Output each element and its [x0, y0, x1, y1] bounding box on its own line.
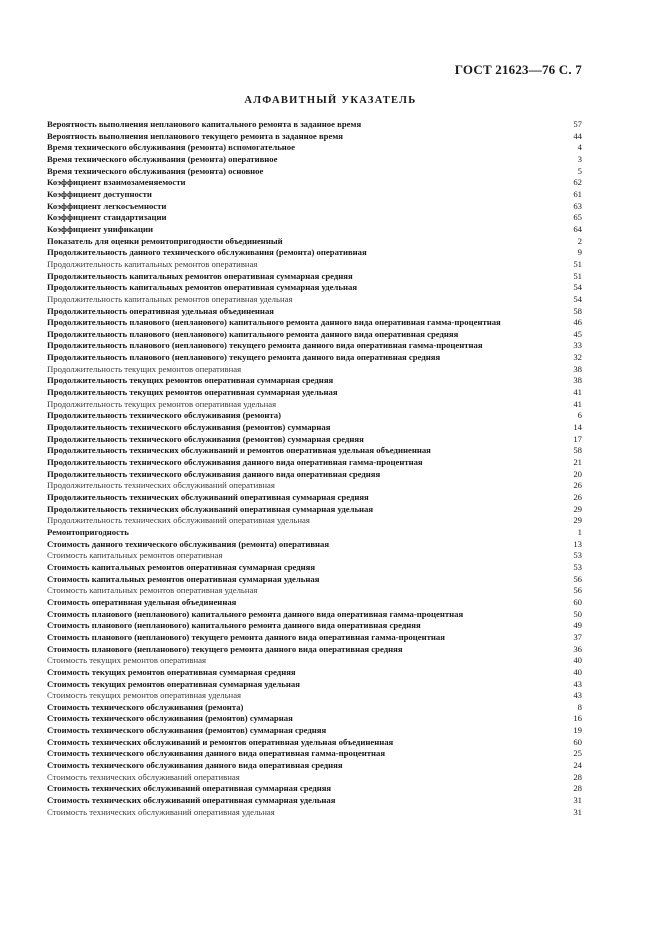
index-entry-term: Стоимость планового (непланового) капитального ремонта данного вида оперативная средняя — [47, 620, 421, 631]
index-entry — [47, 515, 582, 527]
index-entry — [47, 620, 582, 632]
index-entry-term: Стоимость технического обслуживания (ремонтов) суммарная средняя — [47, 725, 327, 736]
index-entry-page: 29 — [573, 503, 582, 514]
index-entry — [47, 282, 582, 294]
index-entry — [47, 236, 582, 248]
index-entry — [47, 679, 582, 691]
index-entry-term: Стоимость технических обслуживаний оперативная — [47, 771, 240, 782]
index-entry — [47, 387, 582, 399]
index-entry — [47, 317, 582, 329]
index-entry — [47, 702, 582, 714]
index-entry-page: 57 — [573, 119, 582, 129]
index-list — [47, 119, 582, 818]
index-entry-page: 63 — [573, 200, 582, 211]
index-entry-page: 19 — [573, 725, 582, 736]
index-entry — [47, 410, 582, 422]
index-entry — [47, 375, 582, 387]
index-entry-page: 46 — [573, 317, 582, 328]
index-entry-term: Продолжительность технических обслуживаний и ремонтов оперативная удельная объединенная — [47, 445, 431, 456]
index-entry-page: 31 — [573, 806, 582, 817]
index-entry-page: 8 — [577, 701, 582, 712]
index-entry-page: 43 — [573, 678, 582, 689]
index-entry-term: Стоимость технических обслуживаний оперативная удельная — [47, 806, 275, 817]
index-entry-page: 54 — [573, 293, 582, 304]
index-entry — [47, 306, 582, 318]
index-entry — [47, 748, 582, 760]
index-entry-term: Стоимость планового (непланового) текущего ремонта данного вида оперативная средняя — [47, 643, 403, 654]
index-entry-term: Стоимость технических обслуживаний оперативная суммарная средняя — [47, 783, 332, 794]
index-entry — [47, 574, 582, 586]
index-entry-page: 41 — [573, 387, 582, 398]
index-entry — [47, 783, 582, 795]
index-entry — [47, 492, 582, 504]
index-entry — [47, 259, 582, 271]
index-entry-page: 9 — [577, 247, 582, 258]
index-entry-term: Продолжительность данного технического обслуживания (ремонта) оперативная — [47, 247, 367, 258]
index-entry-page: 58 — [573, 305, 582, 316]
index-entry-page: 3 — [577, 153, 582, 164]
index-entry-term: Продолжительность планового (непланового) капитального ремонта данного вида оперативная гамма-процентная — [47, 317, 501, 328]
index-entry-page: 45 — [573, 328, 582, 339]
index-entry — [47, 795, 582, 807]
index-entry-page: 61 — [573, 188, 582, 199]
index-entry-term: Продолжительность технических обслуживаний оперативная суммарная удельная — [47, 503, 374, 514]
index-entry — [47, 457, 582, 469]
index-entry-page: 44 — [573, 130, 582, 141]
index-title: АЛФАВИТНЫЙ УКАЗАТЕЛЬ — [244, 95, 417, 106]
index-entry-page: 24 — [573, 760, 582, 771]
index-entry — [47, 527, 582, 539]
index-entry-term: Продолжительность оперативная удельная объединенная — [47, 305, 274, 316]
index-entry-term: Стоимость технического обслуживания (ремонтов) суммарная — [47, 713, 293, 724]
index-entry-page: 28 — [573, 771, 582, 782]
index-entry-term: Продолжительность капитальных ремонтов оперативная суммарная средняя — [47, 270, 353, 281]
index-entry-term: Продолжительность технического обслуживания данного вида оперативная гамма-процентная — [47, 457, 423, 468]
index-entry-term: Стоимость данного технического обслуживания (ремонта) оперативная — [47, 538, 330, 549]
index-entry-term: Стоимость технических обслуживаний оперативная суммарная удельная — [47, 795, 336, 806]
index-entry-term: Стоимость текущих ремонтов оперативная суммарная удельная — [47, 678, 300, 689]
index-entry — [47, 632, 582, 644]
index-entry — [47, 364, 582, 376]
index-entry-term: Стоимость планового (непланового) капитального ремонта данного вида оперативная гамма-процентная — [47, 608, 464, 619]
index-entry-term: Вероятность выполнения непланового капитального ремонта в заданное время — [47, 119, 362, 129]
index-entry-term: Стоимость технического обслуживания (ремонта) — [47, 701, 244, 712]
index-entry-page: 33 — [573, 340, 582, 351]
index-entry-page: 49 — [573, 620, 582, 631]
index-entry-page: 43 — [573, 690, 582, 701]
index-entry — [47, 352, 582, 364]
index-entry-term: Продолжительность планового (непланового) текущего ремонта данного вида оперативная средняя — [47, 352, 441, 363]
index-entry-page: 60 — [573, 596, 582, 607]
index-entry-page: 56 — [573, 585, 582, 596]
index-entry — [47, 644, 582, 656]
index-entry — [47, 609, 582, 621]
index-entry-page: 21 — [573, 457, 582, 468]
index-entry-page: 25 — [573, 748, 582, 759]
index-entry-page: 20 — [573, 468, 582, 479]
index-entry — [47, 340, 582, 352]
index-entry — [47, 760, 582, 772]
index-entry-page: 17 — [573, 433, 582, 444]
index-entry-term: Продолжительность технических обслуживаний оперативная удельная — [47, 515, 310, 526]
index-entry — [47, 469, 582, 481]
index-entry-term: Продолжительность технических обслуживаний оперативная суммарная средняя — [47, 492, 369, 502]
index-entry-page: 2 — [577, 235, 582, 246]
index-entry-page: 29 — [573, 515, 582, 526]
index-entry-term: Показатель для оценки ремонтопригодности объединенный — [47, 235, 283, 246]
index-entry — [47, 562, 582, 574]
index-entry-term: Стоимость капитальных ремонтов оперативная суммарная средняя — [47, 561, 316, 572]
index-entry-term: Время технического обслуживания (ремонта) вспомогательное — [47, 142, 295, 153]
index-entry — [47, 189, 582, 201]
index-entry — [47, 177, 582, 189]
index-entry-term: Продолжительность технического обслуживания данного вида оперативная средняя — [47, 468, 381, 479]
index-entry-term: Коэффициент взаимозаменяемости — [47, 177, 186, 188]
index-entry-page: 28 — [573, 783, 582, 794]
index-entry-page: 32 — [573, 352, 582, 363]
index-entry-page: 38 — [573, 375, 582, 386]
index-entry — [47, 201, 582, 213]
index-entry-page: 6 — [577, 410, 582, 421]
index-entry — [47, 480, 582, 492]
index-entry — [47, 212, 582, 224]
index-entry-page: 36 — [573, 643, 582, 654]
index-entry — [47, 247, 582, 259]
index-entry-term: Стоимость капитальных ремонтов оперативная удельная — [47, 585, 258, 596]
index-entry — [47, 271, 582, 283]
index-entry-term: Продолжительность текущих ремонтов оперативная суммарная удельная — [47, 387, 338, 398]
index-entry-term: Продолжительность капитальных ремонтов оперативная суммарная удельная — [47, 282, 358, 293]
index-entry — [47, 445, 582, 457]
index-entry-term: Продолжительность текущих ремонтов оперативная суммарная средняя — [47, 375, 334, 386]
index-entry — [47, 119, 582, 131]
index-entry-page: 51 — [573, 270, 582, 281]
index-entry — [47, 597, 582, 609]
index-entry — [47, 434, 582, 446]
index-entry — [47, 550, 582, 562]
index-entry-page: 56 — [573, 573, 582, 584]
index-entry-term: Коэффициент легкосъемности — [47, 200, 167, 211]
index-entry-page: 65 — [573, 212, 582, 223]
index-entry-term: Стоимость капитальных ремонтов оперативная суммарная удельная — [47, 573, 320, 584]
index-entry — [47, 667, 582, 679]
index-entry — [47, 142, 582, 154]
index-entry — [47, 154, 582, 166]
index-entry — [47, 131, 582, 143]
index-entry — [47, 399, 582, 411]
index-entry-term: Время технического обслуживания (ремонта) основное — [47, 165, 264, 176]
index-entry — [47, 504, 582, 516]
index-entry — [47, 655, 582, 667]
index-entry-term: Стоимость текущих ремонтов оперативная удельная — [47, 690, 242, 701]
index-entry-term: Стоимость планового (непланового) текущего ремонта данного вида оперативная гамма-процентная — [47, 631, 445, 642]
index-entry-page: 26 — [573, 480, 582, 491]
index-entry-page: 53 — [573, 561, 582, 572]
index-entry-term: Время технического обслуживания (ремонта) оперативное — [47, 153, 278, 164]
index-entry-term: Стоимость текущих ремонтов оперативная суммарная средняя — [47, 666, 296, 677]
index-entry-term: Вероятность выполнения непланового текущего ремонта в заданное время — [47, 130, 343, 141]
index-entry — [47, 690, 582, 702]
index-entry-page: 37 — [573, 631, 582, 642]
index-entry-page: 31 — [573, 795, 582, 806]
index-entry-term: Продолжительность планового (непланового) текущего ремонта данного вида оперативная гамма-процентная — [47, 340, 483, 351]
index-entry-term: Ремонтопригодность — [47, 526, 129, 537]
index-entry-page: 5 — [577, 165, 582, 176]
index-entry-term: Продолжительность технического обслуживания (ремонта) — [47, 410, 282, 421]
index-entry-term: Коэффициент стандартизации — [47, 212, 167, 223]
index-entry-page: 50 — [573, 608, 582, 619]
page-header: ГОСТ 21623—76 С. 7 — [454, 62, 582, 77]
index-entry-page: 13 — [573, 538, 582, 549]
index-entry — [47, 294, 582, 306]
index-entry — [47, 539, 582, 551]
index-entry — [47, 585, 582, 597]
index-entry-page: 53 — [573, 550, 582, 561]
index-entry-term: Продолжительность капитальных ремонтов оперативная удельная — [47, 293, 293, 304]
index-entry-page: 1 — [577, 526, 582, 537]
index-entry-page: 4 — [577, 142, 582, 153]
index-entry — [47, 224, 582, 236]
index-entry-page: 60 — [573, 736, 582, 747]
index-entry-term: Стоимость технического обслуживания данного вида оперативная средняя — [47, 760, 343, 771]
index-entry-term: Продолжительность капитальных ремонтов оперативная — [47, 258, 258, 269]
index-entry-page: 38 — [573, 363, 582, 374]
index-entry-term: Стоимость оперативная удельная объединенная — [47, 596, 237, 607]
index-entry — [47, 807, 582, 819]
index-entry-term: Коэффициент доступности — [47, 188, 152, 199]
index-entry — [47, 725, 582, 737]
index-entry-page: 16 — [573, 713, 582, 724]
index-entry-term: Продолжительность текущих ремонтов оперативная — [47, 363, 242, 374]
index-entry-page: 40 — [573, 666, 582, 677]
index-entry-page: 40 — [573, 655, 582, 666]
index-entry-term: Стоимость технического обслуживания данного вида оперативная гамма-процентная — [47, 748, 386, 759]
index-entry-term: Коэффициент унификации — [47, 223, 153, 234]
index-entry-page: 41 — [573, 398, 582, 409]
index-entry-term: Стоимость капитальных ремонтов оперативная — [47, 550, 223, 561]
index-entry-page: 62 — [573, 177, 582, 188]
index-entry — [47, 329, 582, 341]
index-entry — [47, 737, 582, 749]
index-entry-term: Продолжительность технического обслуживания (ремонтов) суммарная средняя — [47, 433, 364, 444]
index-entry-term: Продолжительность технического обслуживания (ремонтов) суммарная — [47, 422, 331, 433]
index-entry — [47, 166, 582, 178]
index-entry-term: Стоимость текущих ремонтов оперативная — [47, 655, 207, 666]
index-entry-term: Продолжительность текущих ремонтов оперативная удельная — [47, 398, 277, 409]
index-entry-page: 51 — [573, 258, 582, 269]
index-entry-page: 64 — [573, 223, 582, 234]
index-entry-page: 54 — [573, 282, 582, 293]
index-entry-term: Продолжительность технических обслуживаний оперативная — [47, 480, 275, 491]
index-entry — [47, 772, 582, 784]
index-entry — [47, 422, 582, 434]
index-entry-page: 26 — [573, 492, 582, 502]
index-entry — [47, 713, 582, 725]
index-entry-term: Стоимость технических обслуживаний и ремонтов оперативная удельная объединенная — [47, 736, 394, 747]
index-entry-page: 14 — [573, 422, 582, 433]
index-entry-page: 58 — [573, 445, 582, 456]
index-entry-term: Продолжительность планового (непланового) капитального ремонта данного вида оперативная средняя — [47, 328, 459, 339]
